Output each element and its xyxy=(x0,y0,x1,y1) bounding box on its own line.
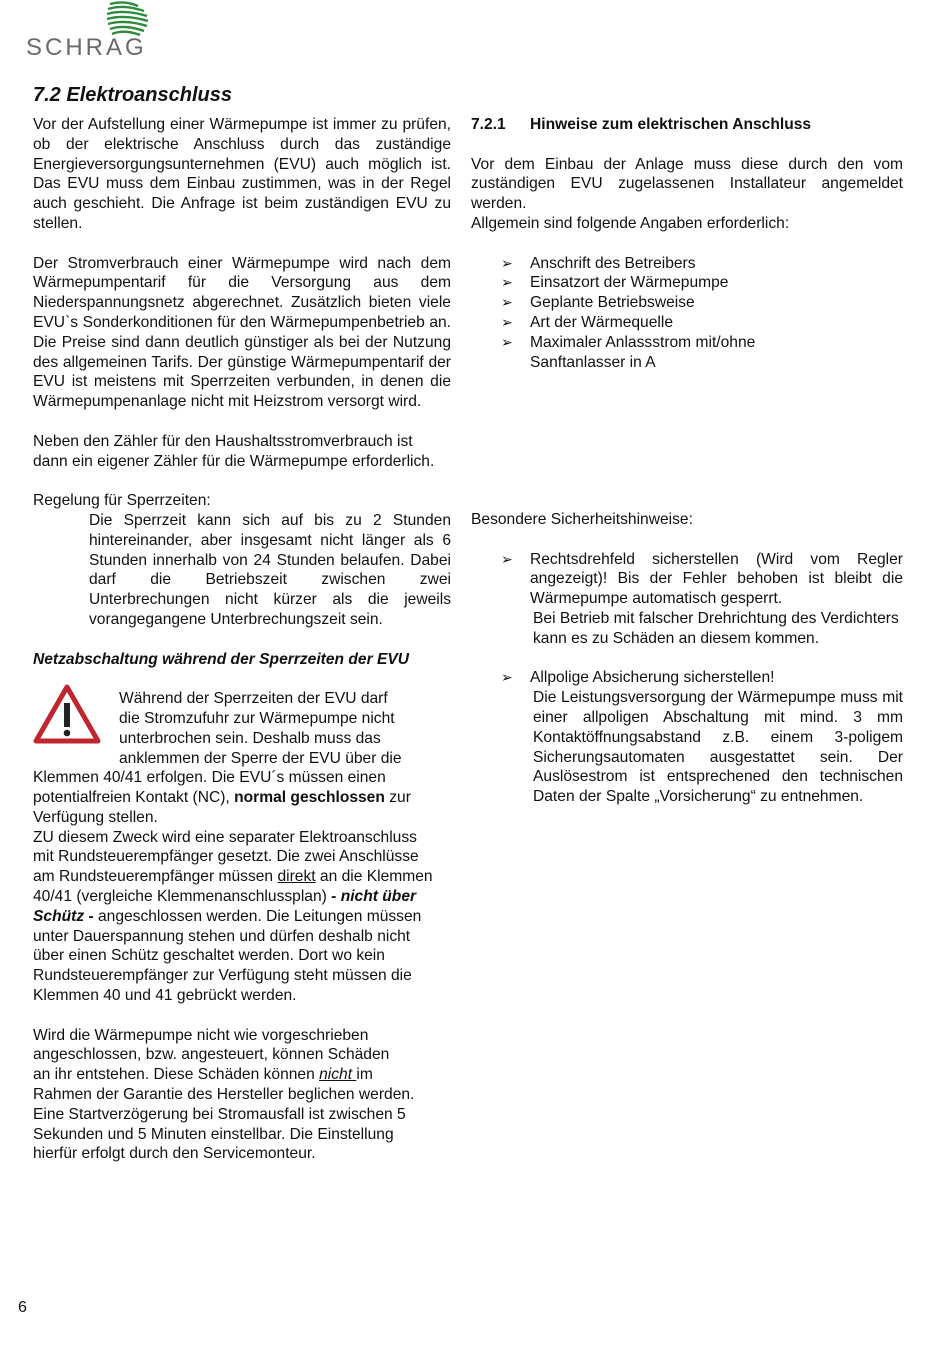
warning-line-13: unter Dauerspannung stehen und dürfen deshalb nicht xyxy=(33,927,411,945)
warranty-line-5: Eine Startverzögerung bei Stromausfall ist zwischen 5 xyxy=(33,1105,406,1123)
warning-line-14: über einen Schütz geschaltet werden. Dort wo kein xyxy=(33,947,385,965)
subsection-number: 7.2.1 xyxy=(471,116,506,133)
arrow-bullet-icon: ➢ xyxy=(501,254,513,271)
warning-line-2: die Stromzufuhr zur Wärmepumpe nicht xyxy=(119,709,395,727)
schrag-logo xyxy=(26,0,156,68)
warranty-line-7: hierfür erfolgt durch den Servicemonteur. xyxy=(33,1145,316,1163)
right-paragraph-1: Vor dem Einbau der Anlage muss diese durch den vom zuständigen EVU zugelassenen Installateur angemeldet werden. xyxy=(471,155,903,213)
left-paragraph-2: Der Stromverbrauch einer Wärmepumpe wird nach dem Wärmepumpentarif für die Versorgung aus dem Niederspannungsnetz abgerechnet. Zusätzlich bieten viele EVU`s Sonderkonditionen für den Wärmepumpenbetrieb an. Die Preise sind dann deutlich günstiger als bei der Nutzung des allgemeinen Tarifs. Der günstige Wärmepumpentarif der EVU ist meistens mit Sperrzeiten verbunden, in denen die Wärmepumpenanlage nicht mit Heizstrom versorgt wird. xyxy=(33,254,451,411)
warning-line-6: potentialfreien Kontakt (NC), normal geschlossen zur xyxy=(33,789,411,807)
list-item: ➢ Allpolige Absicherung sicherstellen! xyxy=(501,669,775,687)
list-item: ➢ Anschrift des Betreibers xyxy=(501,254,696,272)
list-item: ➢ Einsatzort der Wärmepumpe xyxy=(501,274,729,292)
list-item: ➢ Geplante Betriebsweise xyxy=(501,294,695,312)
safety-item-1-continuation: Bei Betrieb mit falscher Drehrichtung des Verdichters kann es zu Schäden an diesem kommen. xyxy=(533,609,899,647)
logo-text: SCHRAG xyxy=(26,34,147,61)
arrow-bullet-icon: ➢ xyxy=(501,294,513,311)
warranty-line-2: angeschlossen, bzw. angesteuert, können Schäden xyxy=(33,1046,390,1064)
warranty-line-3: an ihr entstehen. Diese Schäden können nicht im xyxy=(33,1066,373,1084)
warning-line-7: Verfügung stellen. xyxy=(33,808,158,826)
warranty-block xyxy=(33,1026,451,1165)
list-item: ➢ Art der Wärmequelle xyxy=(501,313,673,331)
warning-line-1: Während der Sperrzeiten der EVU darf xyxy=(119,690,388,708)
schuetz-emphasis: Schütz - xyxy=(33,907,94,925)
warranty-line-1: Wird die Wärmepumpe nicht wie vorgeschrieben xyxy=(33,1026,369,1044)
warranty-line-6: Sekunden und 5 Minuten einstellbar. Die Einstellung xyxy=(33,1125,394,1143)
left-paragraph-3: Neben den Zähler für den Haushaltsstromverbrauch ist dann ein eigener Zähler für die Wärmepumpe erforderlich. xyxy=(33,432,435,470)
arrow-bullet-icon: ➢ xyxy=(501,333,513,350)
nicht-emphasis: nicht xyxy=(319,1066,357,1084)
list-item-continuation: Sanftanlasser in A xyxy=(530,353,656,371)
warranty-line-4: Rahmen der Garantie des Hersteller beglichen werden. xyxy=(33,1086,415,1104)
right-column xyxy=(471,115,903,372)
warning-line-5: Klemmen 40/41 erfolgen. Die EVU´s müssen einen xyxy=(33,769,386,787)
regelung-label: Regelung für Sperrzeiten: xyxy=(33,492,211,510)
safety-list xyxy=(471,550,903,609)
warning-line-11: 40/41 (vergleiche Klemmenanschlussplan) - nicht über xyxy=(33,888,417,906)
arrow-bullet-icon: ➢ xyxy=(501,313,513,330)
safety-item-2-continuation: Die Leistungsversorgung der Wärmepumpe muss mit einer allpoligen Abschaltung mit mind. 3 mm Kontaktöffnungsabstand z.B. einem 3-poligem Sicherungsautomaten ausgestattet sein. Der Auslösestrom ist entsprechened den technischen Daten der Spalte „Vorsicherung“ zu entnehmen. xyxy=(533,689,903,806)
regelung-text: Die Sperrzeit kann sich auf bis zu 2 Stunden hintereinander, aber insgesamt nicht länger als 6 Stunden innerhalb von 24 Stunden belaufen. Dabei darf die Betriebszeit zwischen zwei Unterbrechungen nicht kürzer als die jeweils vorangegangene Unterbrechungszeit sein. xyxy=(89,511,451,628)
netz-heading: Netzabschaltung während der Sperrzeiten der EVU xyxy=(33,650,410,668)
normal-geschlossen: normal geschlossen xyxy=(234,789,385,807)
nicht-ueber: - nicht über xyxy=(331,888,417,906)
left-column xyxy=(33,115,451,1164)
subsection-heading xyxy=(471,115,903,135)
warning-line-15: Rundsteuerempfänger zur Verfügung steht müssen die xyxy=(33,967,412,985)
required-info-list xyxy=(471,254,903,353)
safety-heading: Besondere Sicherheitshinweise: xyxy=(471,511,693,528)
safety-section xyxy=(471,510,903,807)
warning-line-3: unterbrochen sein. Deshalb muss das xyxy=(119,729,381,747)
left-paragraph-1: Vor der Aufstellung einer Wärmepumpe ist immer zu prüfen, ob der elektrische Anschluss durch das zuständige Energieversorgungsunternehmen (EVU) auch möglich ist. Das EVU muss dem Einbau zustimmen, was in der Regel auch geschieht. Die Anfrage ist beim zuständigen EVU zu stellen. xyxy=(33,116,451,232)
arrow-bullet-icon: ➢ xyxy=(501,550,513,567)
warning-line-10: am Rundsteuerempfänger müssen direkt an die Klemmen xyxy=(33,868,433,886)
warning-block xyxy=(33,689,451,1006)
warning-line-9: mit Rundsteuerempfänger gesetzt. Die zwei Anschlüsse xyxy=(33,848,419,866)
right-paragraph-2: Allgemein sind folgende Angaben erforderlich: xyxy=(471,214,790,232)
warning-triangle-icon xyxy=(33,689,119,767)
direkt-underlined: direkt xyxy=(277,868,316,886)
subsection-title: Hinweise zum elektrischen Anschluss xyxy=(530,116,812,133)
warning-line-4: anklemmen der Sperre der EVU über die xyxy=(119,749,402,767)
safety-list-2 xyxy=(471,668,903,688)
list-item: ➢ Maximaler Anlassstrom mit/ohne xyxy=(501,333,756,351)
warning-line-8: ZU diesem Zweck wird eine separater Elektroanschluss xyxy=(33,828,417,846)
arrow-bullet-icon: ➢ xyxy=(501,669,513,686)
page-number: 6 xyxy=(18,1299,27,1316)
warning-line-12: Schütz - angeschlossen werden. Die Leitungen müssen xyxy=(33,907,422,925)
section-title: 7.2 Elektroanschluss xyxy=(33,84,232,106)
list-item: ➢ Rechtsdrehfeld sicherstellen (Wird vom Regler angezeigt)! Bis der Fehler behoben ist bleibt die Wärmepumpe automatisch gesperrt. xyxy=(501,550,903,608)
warning-line-16: Klemmen 40 und 41 gebrückt werden. xyxy=(33,987,297,1005)
arrow-bullet-icon: ➢ xyxy=(501,274,513,291)
